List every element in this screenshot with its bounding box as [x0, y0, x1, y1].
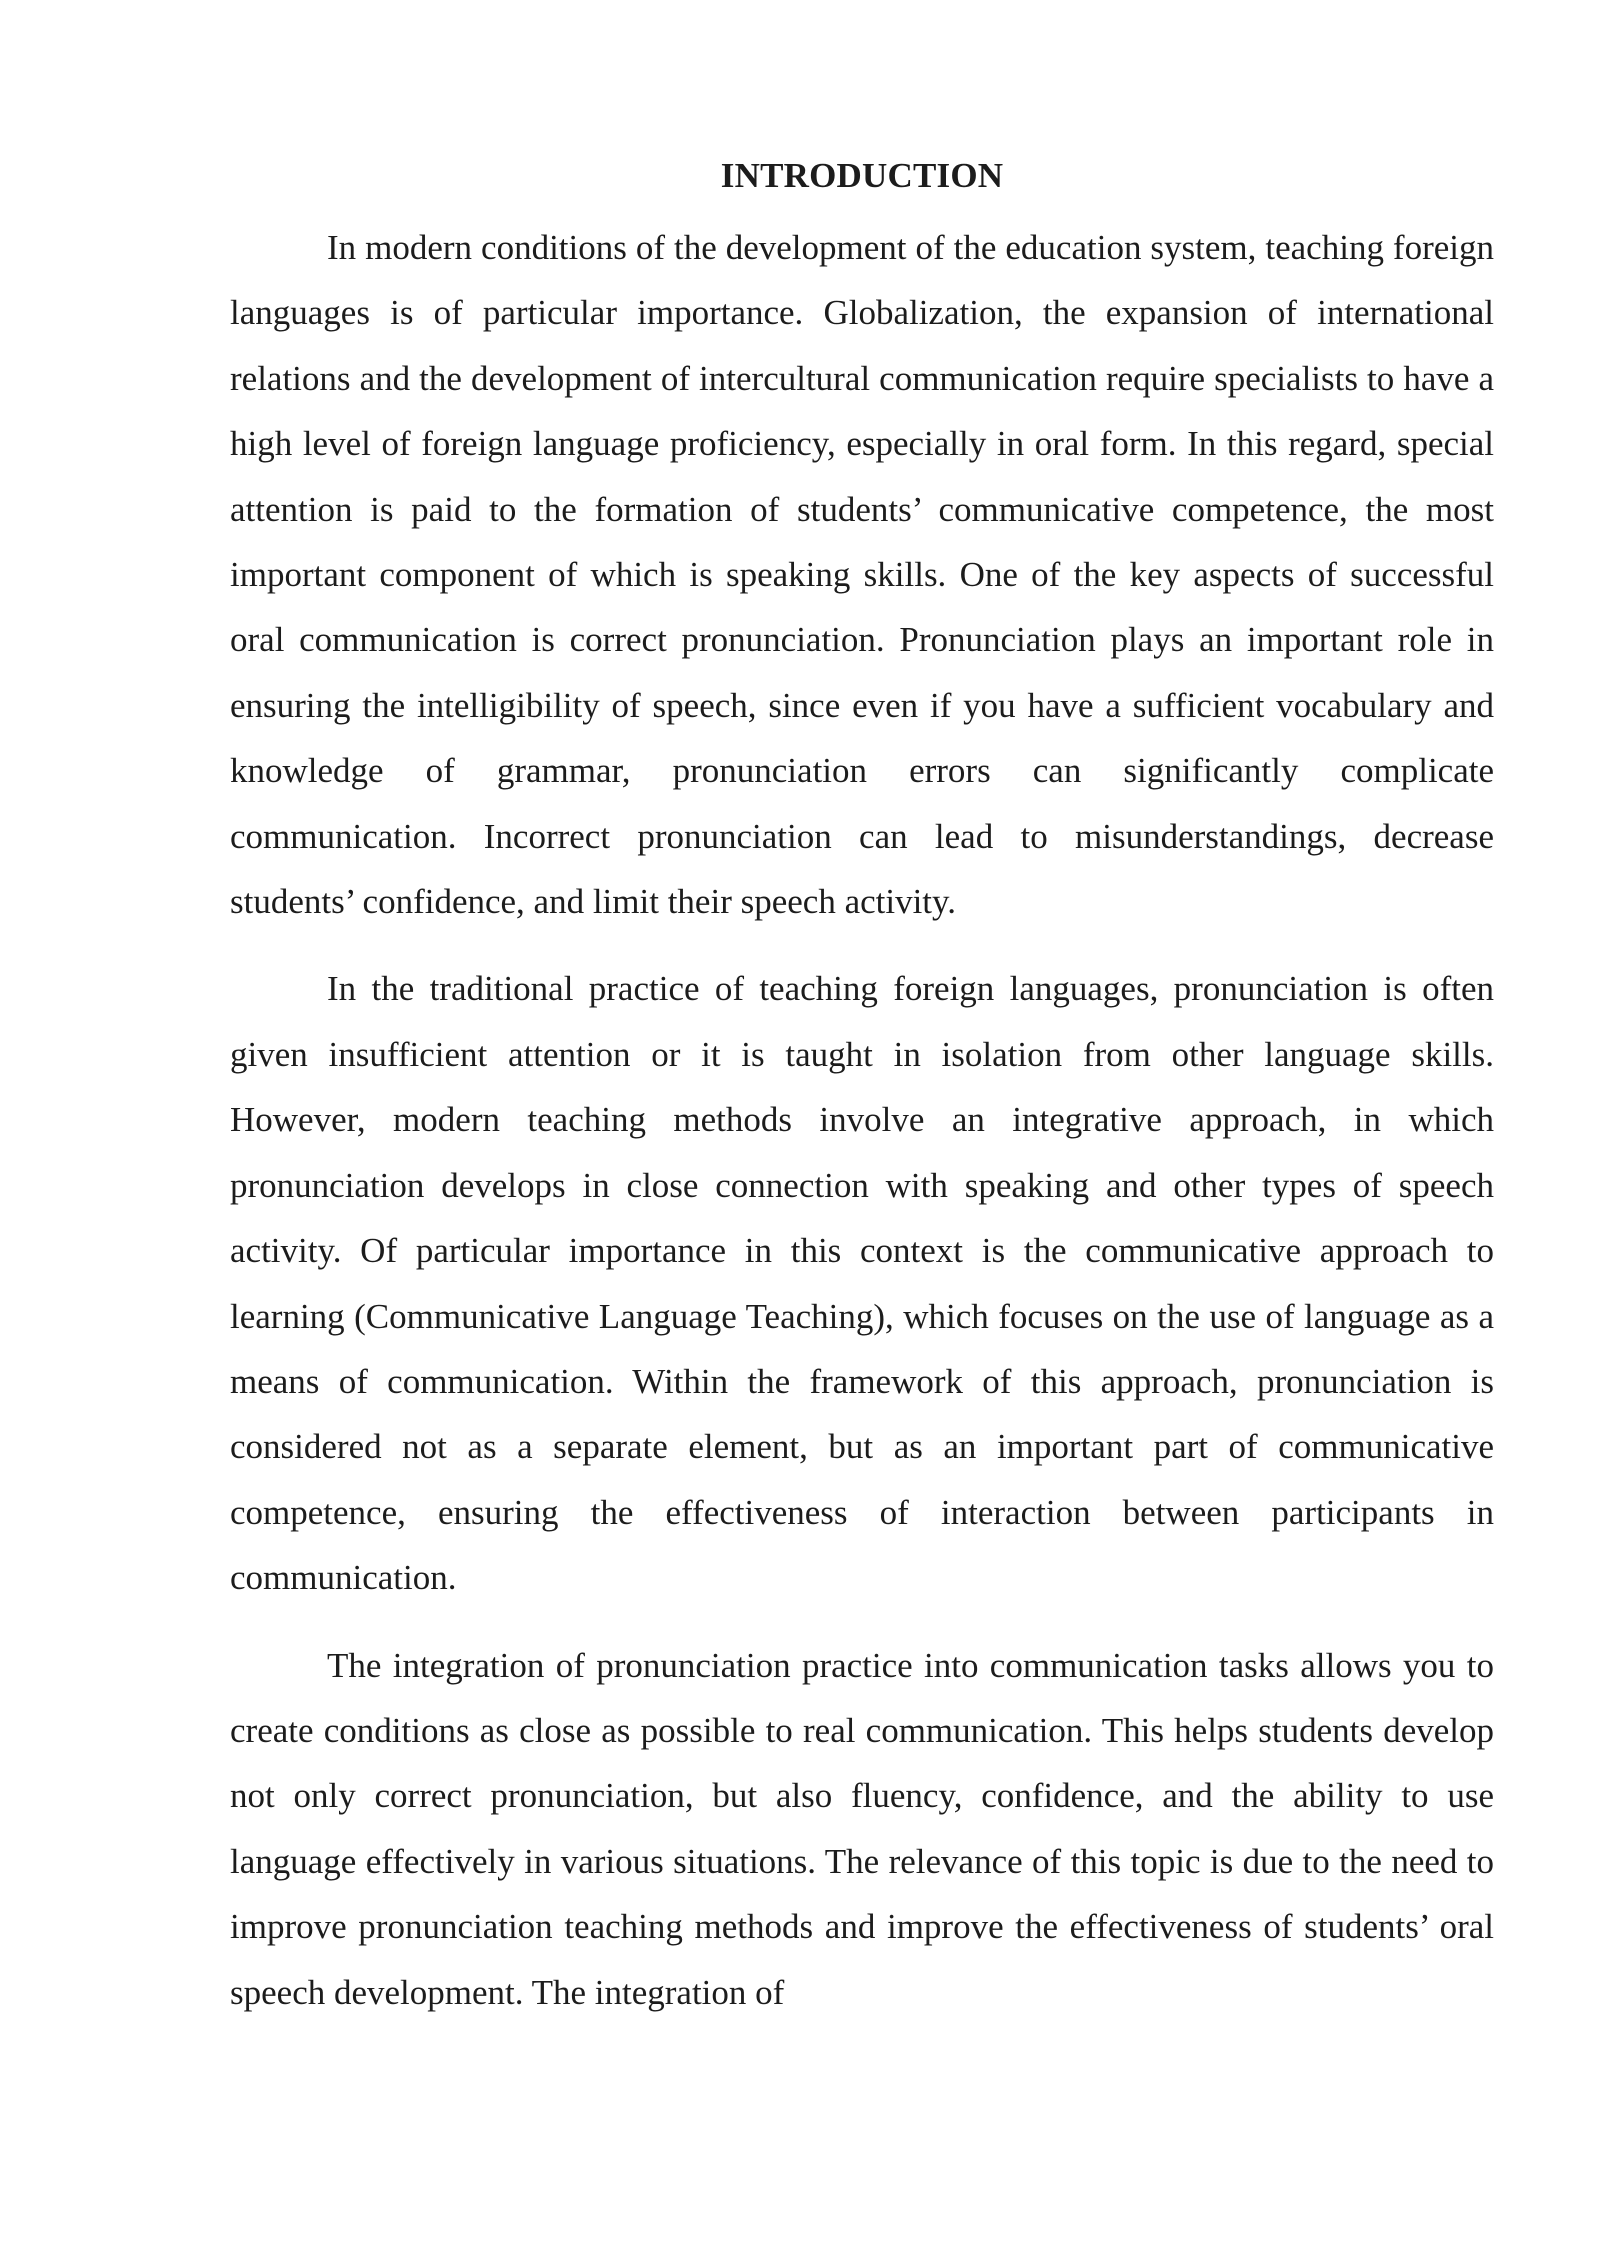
paragraph-1: In modern conditions of the development of the education system, teaching foreign languages is of particular importance. Globalization, the expansion of international relations and the development of intercultural communication require specialists to have a high level of foreign language proficiency, especially in oral form. In this regard, special attention is paid to the formation of students’ communicative competence, the most important component of which is speaking skills. One of the key aspects of successful oral communication is correct pronunciation. Pronunciation plays an important role in ensuring the intelligibility of speech, since even if you have a sufficient vocabulary and knowledge of grammar, pronunciation errors can significantly complicate communication. Incorrect pronunciation can lead to misunderstandings, decrease students’ confidence, and limit their speech activity.: [230, 228, 1494, 922]
page-content: [230, 145, 1494, 2047]
section-heading: INTRODUCTION: [720, 156, 1004, 195]
paragraph-2: In the traditional practice of teaching foreign languages, pronunciation is often given insufficient attention or it is taught in isolation from other language skills. However, modern teaching methods involve an integrative approach, in which pronunciation develops in close connection with speaking and other types of speech activity. Of particular importance in this context is the communicative approach to learning (Communicative Language Teaching), which focuses on the use of language as a means of communication. Within the framework of this approach, pronunciation is considered not as a separate element, but as an important part of communicative competence, ensuring the effectiveness of interaction between participants in communication.: [230, 969, 1494, 1598]
paragraph-3: The integration of pronunciation practice into communication tasks allows you to create conditions as close as possible to real communication. This helps students develop not only correct pronunciation, but also fluency, confidence, and the ability to use language effectively in various situations. The relevance of this topic is due to the need to improve pronunciation teaching methods and improve the effectiveness of students’ oral speech development. The integration of: [230, 1645, 1494, 2012]
